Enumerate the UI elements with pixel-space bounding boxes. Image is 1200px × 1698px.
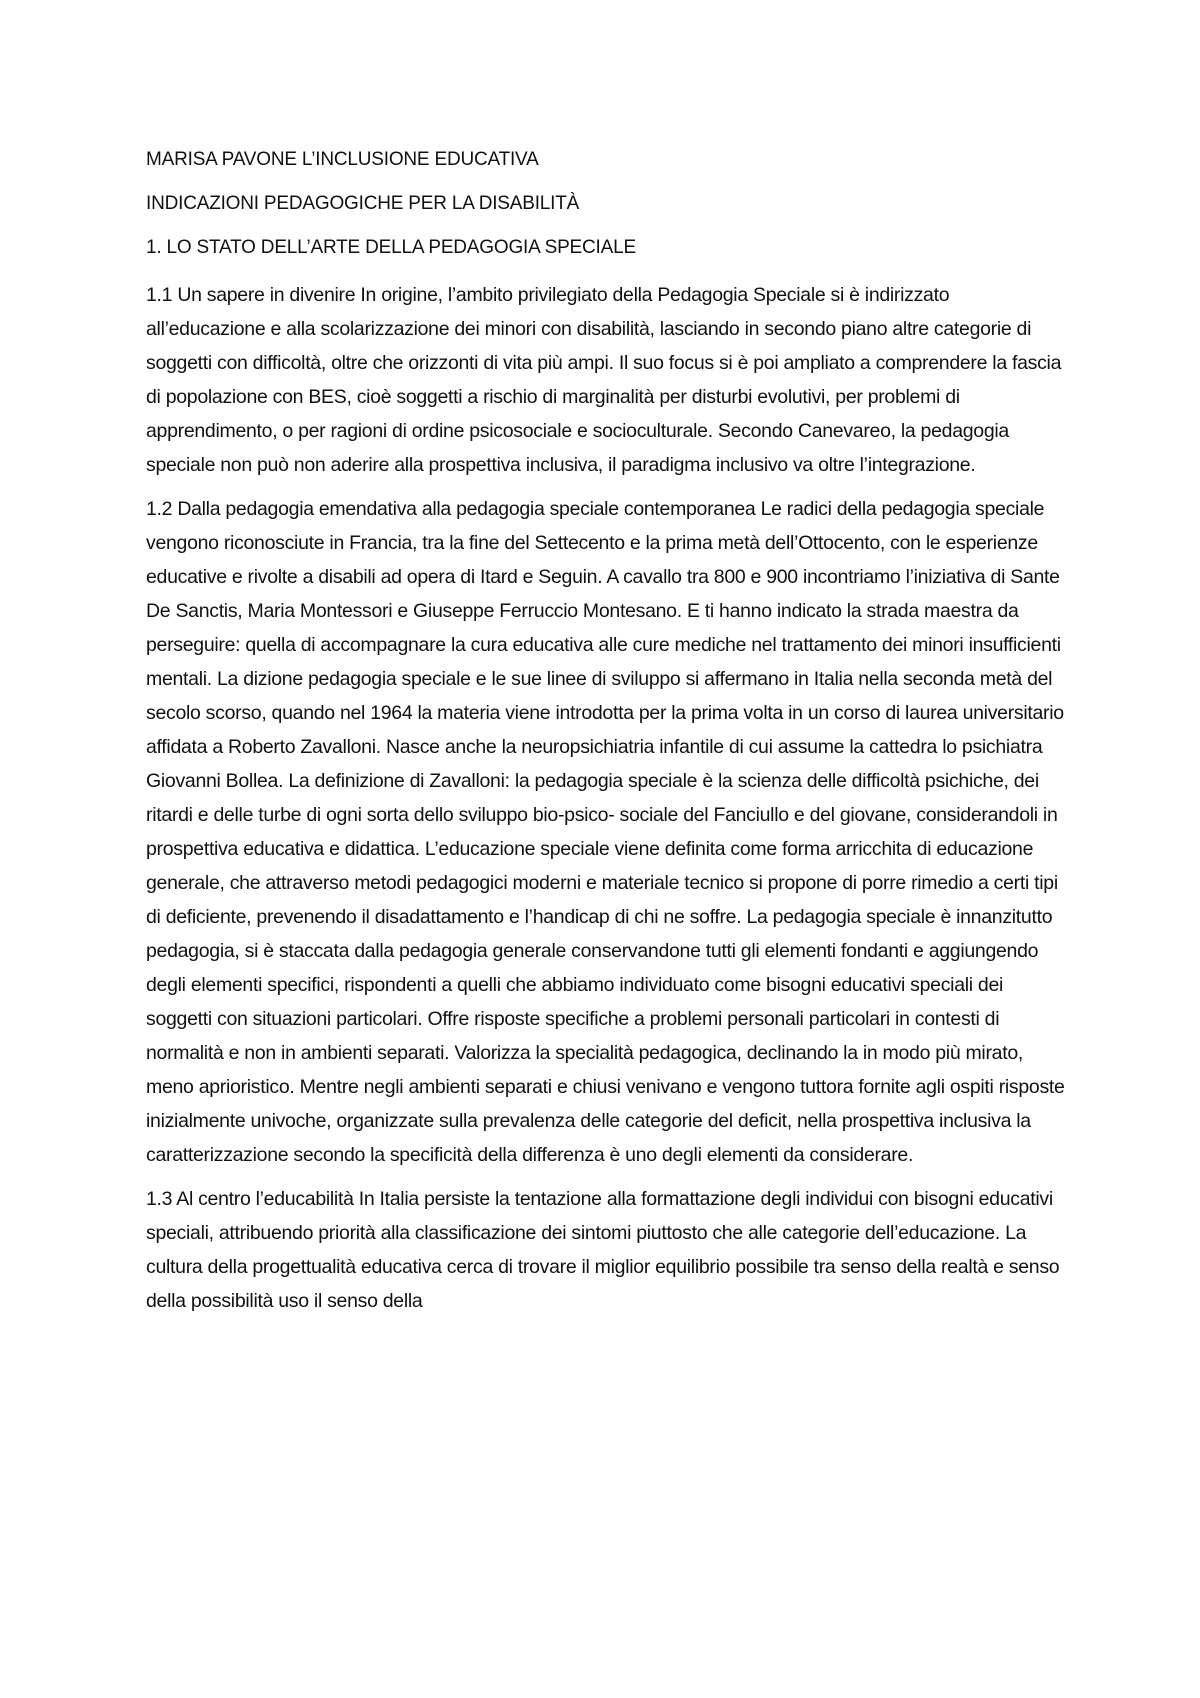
- document-title: MARISA PAVONE L’INCLUSIONE EDUCATIVA: [146, 149, 539, 170]
- paragraph-1-1: 1.1 Un sapere in divenire In origine, l’ambito privilegiato della Pedagogia Speciale si è indirizzato all’educazione e alla scolarizzazione dei minori con disabilità, lasciando in secondo piano altre categorie di soggetti con difficoltà, oltre che orizzonti di vita più ampi. Il suo focus si è poi ampliato a comprendere la fascia di popolazione con BES, cioè soggetti a rischio di marginalità per disturbi evolutivi, per problemi di apprendimento, o per ragioni di ordine psicosociale e socioculturale. Secondo Canevareo, la pedagogia speciale non può non aderire alla prospettiva inclusiva, il paradigma inclusivo va oltre l’integrazione.: [146, 284, 1062, 476]
- section-heading: 1. LO STATO DELL’ARTE DELLA PEDAGOGIA SPECIALE: [146, 237, 636, 258]
- document-subtitle: INDICAZIONI PEDAGOGICHE PER LA DISABILITÀ: [146, 193, 580, 214]
- paragraph-1-2: 1.2 Dalla pedagogia emendativa alla pedagogia speciale contemporanea Le radici della pedagogia speciale vengono riconosciute in Francia, tra la fine del Settecento e la prima metà dell’Ottocento, con le esperienze educative e rivolte a disabili ad opera di Itard e Seguin. A cavallo tra 800 e 900 incontriamo l’iniziativa di Sante De Sanctis, Maria Montessori e Giuseppe Ferruccio Montesano. E ti hanno indicato la strada maestra da perseguire: quella di accompagnare la cura educativa alle cure mediche nel trattamento dei minori insufficienti mentali. La dizione pedagogia speciale e le sue linee di sviluppo si affermano in Italia nella seconda metà del secolo scorso, quando nel 1964 la materia viene introdotta per la prima volta in un corso di laurea universitario affidata a Roberto Zavalloni. Nasce anche la neuropsichiatria infantile di cui assume la cattedra lo psichiatra Giovanni Bollea. La definizione di Zavalloni: la pedagogia speciale è la scienza delle difficoltà psichiche, dei ritardi e delle turbe di ogni sorta dello sviluppo bio-psico- sociale del Fanciullo e del giovane, considerandoli in prospettiva educativa e didattica. L’educazione speciale viene definita come forma arricchita di educazione generale, che attraverso metodi pedagogici moderni e materiale tecnico si propone di porre rimedio a certi tipi di deficiente, prevenendo il disadattamento e l’handicap di chi ne soffre. La pedagogia speciale è innanzitutto pedagogia, si è staccata dalla pedagogia generale conservandone tutti gli elementi fondanti e aggiungendo degli elementi specifici, rispondenti a quelli che abbiamo individuato come bisogni educativi speciali dei soggetti con situazioni particolari. Offre risposte specifiche a problemi personali particolari in contesti di normalità e non in ambienti separati. Valorizza la specialità pedagogica, declinando la in modo più mirato, meno aprioristico. Mentre negli ambienti separati e chiusi venivano e vengono tuttora fornite agli ospiti risposte inizialmente univoche, organizzate sulla prevalenza delle categorie del deficit, nella prospettiva inclusiva la caratterizzazione secondo la specificità della differenza è uno degli elementi da considerare.: [146, 498, 1065, 1166]
- document-body: [146, 146, 1066, 1328]
- paragraph-1-3: 1.3 Al centro l’educabilità In Italia persiste la tentazione alla formattazione degli individui con bisogni educativi speciali, attribuendo priorità alla classificazione dei sintomi piuttosto che alle categorie dell’educazione. La cultura della progettualità educativa cerca di trovare il miglior equilibrio possibile tra senso della realtà e senso della possibilità uso il senso della: [146, 1188, 1060, 1312]
